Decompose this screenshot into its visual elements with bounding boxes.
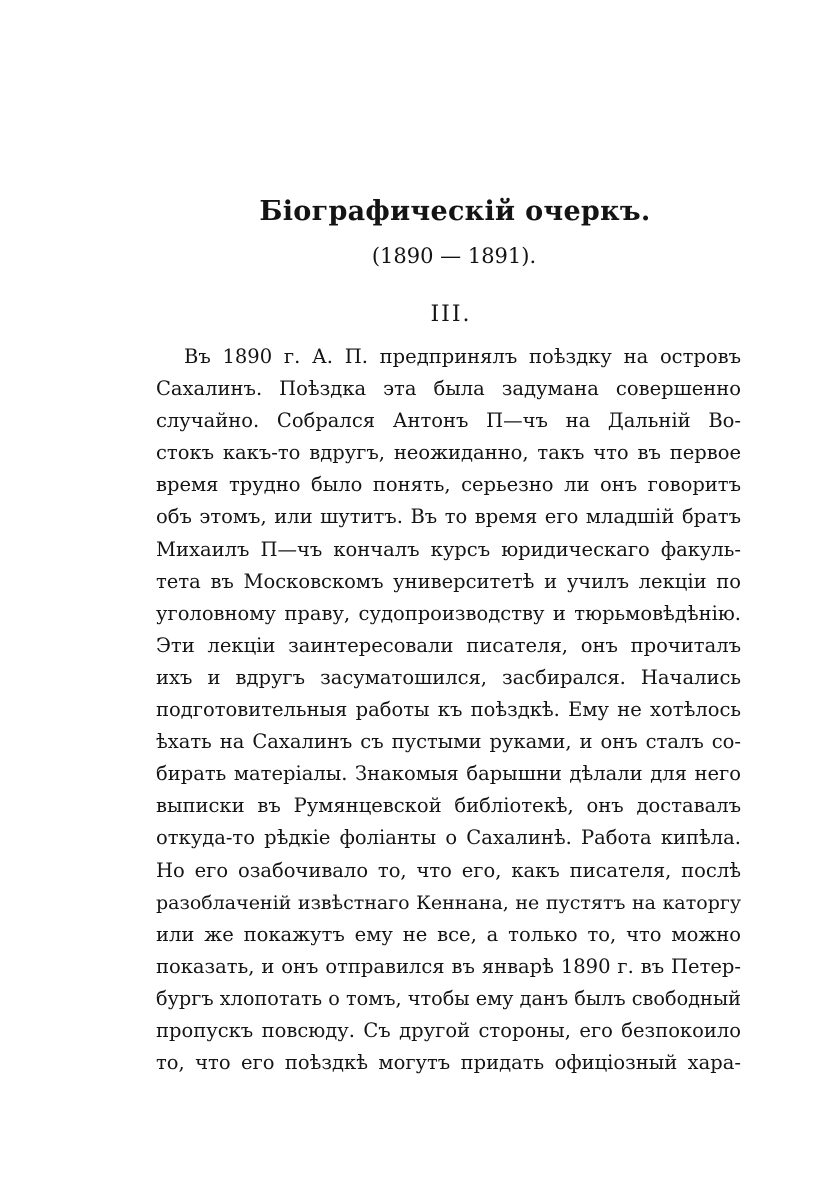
text-line: пропускъ повсюду. Съ другой стороны, его безпокоило	[156, 1018, 741, 1042]
text-line: или же покажутъ ему не все, а только то, что можно	[156, 922, 741, 946]
text-line: уголовному праву, судопроизводству и тюрьмовѣдѣнію.	[156, 601, 741, 625]
date-range: (1890 — 1891).	[371, 244, 537, 268]
text-line: выписки въ Румянцевской библіотекѣ, онъ доставалъ	[156, 794, 741, 818]
text-line: стокъ какъ-то вдругъ, неожиданно, такъ что въ первое	[156, 441, 741, 465]
text-line: подготовительныя работы къ поѣздкѣ. Ему не хотѣлось	[156, 698, 741, 722]
text-line: бургъ хлопотать о томъ, чтобы ему данъ былъ свободный	[156, 986, 741, 1010]
text-line: ихъ и вдругъ засуматошился, засбирался. Начались	[156, 665, 741, 689]
text-line: откуда-то рѣдкіе фоліанты о Сахалинѣ. Работа кипѣла.	[156, 826, 741, 850]
text-line: Въ 1890 г. А. П. предпринялъ поѣздку на островъ	[184, 345, 741, 368]
section-title: Біографическій очеркъ.	[259, 196, 651, 227]
text-line: ѣхать на Сахалинъ съ пустыми руками, и онъ сталъ со-	[156, 730, 741, 754]
text-line: Но его озабочивало то, что его, какъ писателя, послѣ	[156, 858, 741, 882]
text-line: случайно. Собрался Антонъ П—чъ на Дальній Во-	[156, 409, 741, 433]
text-line: то, что его поѣздкѣ могутъ придать офиціозный хара-	[156, 1051, 741, 1075]
text-line: бирать матеріалы. Знакомыя барышни дѣлали для него	[156, 762, 741, 786]
text-line: разоблаченій извѣстнаго Кеннана, не пустятъ на каторгу	[156, 891, 741, 914]
text-line: Эти лекціи заинтересовали писателя, онъ прочиталъ	[156, 633, 741, 657]
body-paragraph	[156, 341, 741, 1079]
text-line: Сахалинъ. Поѣздка эта была задумана совершенно	[156, 377, 741, 401]
text-line: показать, и онъ отправился въ январѣ 1890 г. въ Петер-	[156, 954, 741, 978]
text-line: время трудно было понять, серьезно ли онъ говоритъ	[156, 473, 741, 497]
text-line: тета въ Московскомъ университетѣ и училъ лекціи по	[156, 569, 741, 593]
chapter-number: III.	[430, 302, 472, 327]
text-line: объ этомъ, или шутитъ. Въ то время его младшій братъ	[156, 505, 741, 529]
text-line: Михаилъ П—чъ кончалъ курсъ юридическаго факуль-	[156, 537, 741, 561]
